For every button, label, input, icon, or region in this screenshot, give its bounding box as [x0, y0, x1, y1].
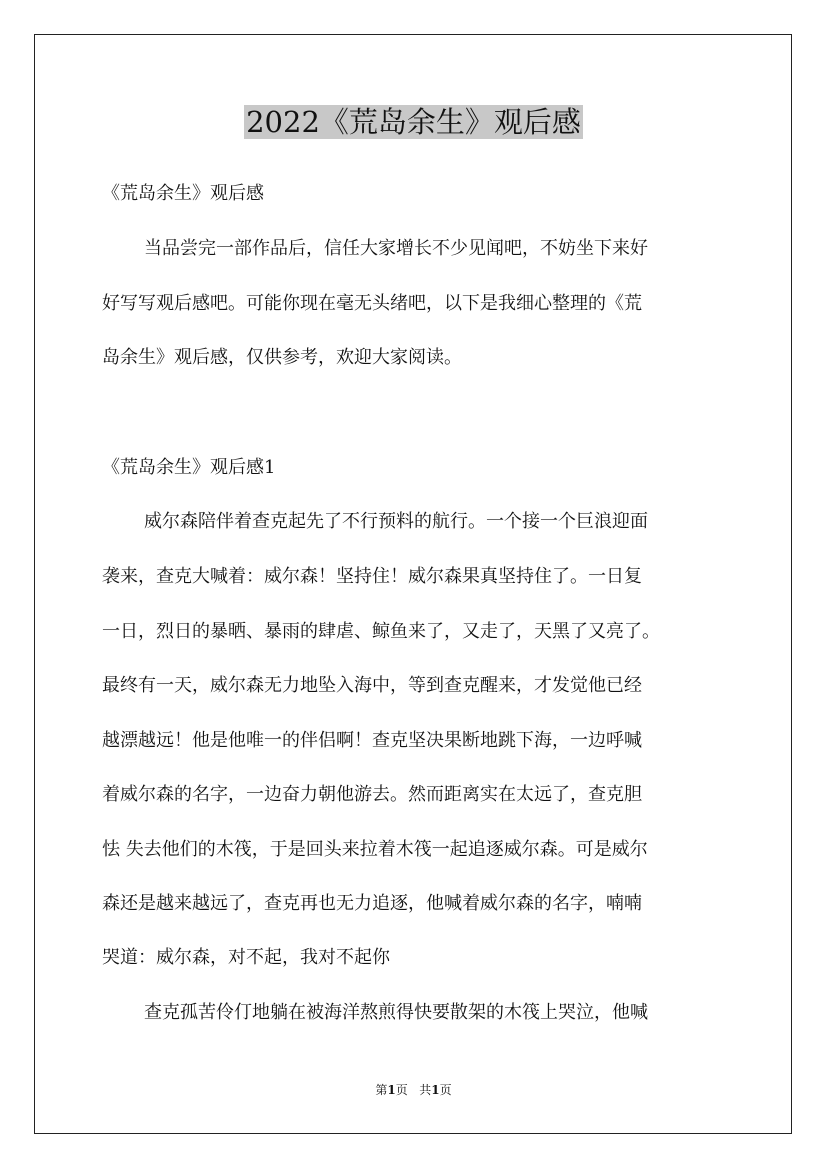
body-line-2: 袭来，查克大喊着：威尔森！坚持住！威尔森果真坚持住了。一日复: [102, 566, 642, 587]
body-line-6: 着威尔森的名字，一边奋力朝他游去。然而距离实在太远了，查克胆: [102, 784, 642, 805]
document-title-text: 2022《荒岛余生》观后感: [246, 105, 581, 139]
body-line-9: 哭道：威尔森，对不起，我对不起你: [102, 947, 390, 968]
document-title: [0, 100, 827, 144]
document-subtitle: 《荒岛余生》观后感: [102, 183, 264, 204]
section-heading: 《荒岛余生》观后感1: [102, 457, 276, 478]
intro-line-1: 当品尝完一部作品后，信任大家增长不少见闻吧，不妨坐下来好: [144, 238, 648, 259]
body-line-5: 越漂越远！他是他唯一的伴侣啊！查克坚决果断地跳下海，一边呼喊: [102, 730, 642, 751]
body-line-1: 威尔森陪伴着查克起先了不行预料的航行。一个接一个巨浪迎面: [144, 511, 648, 532]
footer-page-number: 1: [387, 1083, 396, 1097]
page-footer: [0, 1082, 827, 1098]
intro-line-2: 好写写观后感吧。可能你现在毫无头绪吧，以下是我细心整理的《荒: [102, 293, 642, 314]
body-line-8: 森还是越来越远了，查克再也无力追逐，他喊着威尔森的名字，喃喃: [102, 893, 642, 914]
body-line-7: 怯 失去他们的木筏，于是回头来拉着木筏一起追逐威尔森。可是威尔: [102, 839, 648, 860]
body-line-10: 查克孤苦伶仃地躺在被海洋熬煎得快要散架的木筏上哭泣，他喊: [144, 1002, 648, 1023]
footer-total-suffix: 页: [439, 1083, 452, 1097]
body-line-3: 一日，烈日的暴晒、暴雨的肆虐、鲸鱼来了，又走了，天黑了又亮了。: [102, 621, 660, 642]
footer-page-prefix: 第: [375, 1083, 388, 1097]
body-line-4: 最终有一天，威尔森无力地坠入海中，等到查克醒来，才发觉他已经: [102, 675, 642, 696]
footer-page-suffix: 页 共: [395, 1083, 432, 1097]
intro-line-3: 岛余生》观后感，仅供参考，欢迎大家阅读。: [102, 347, 462, 368]
footer-total-pages: 1: [431, 1083, 440, 1097]
